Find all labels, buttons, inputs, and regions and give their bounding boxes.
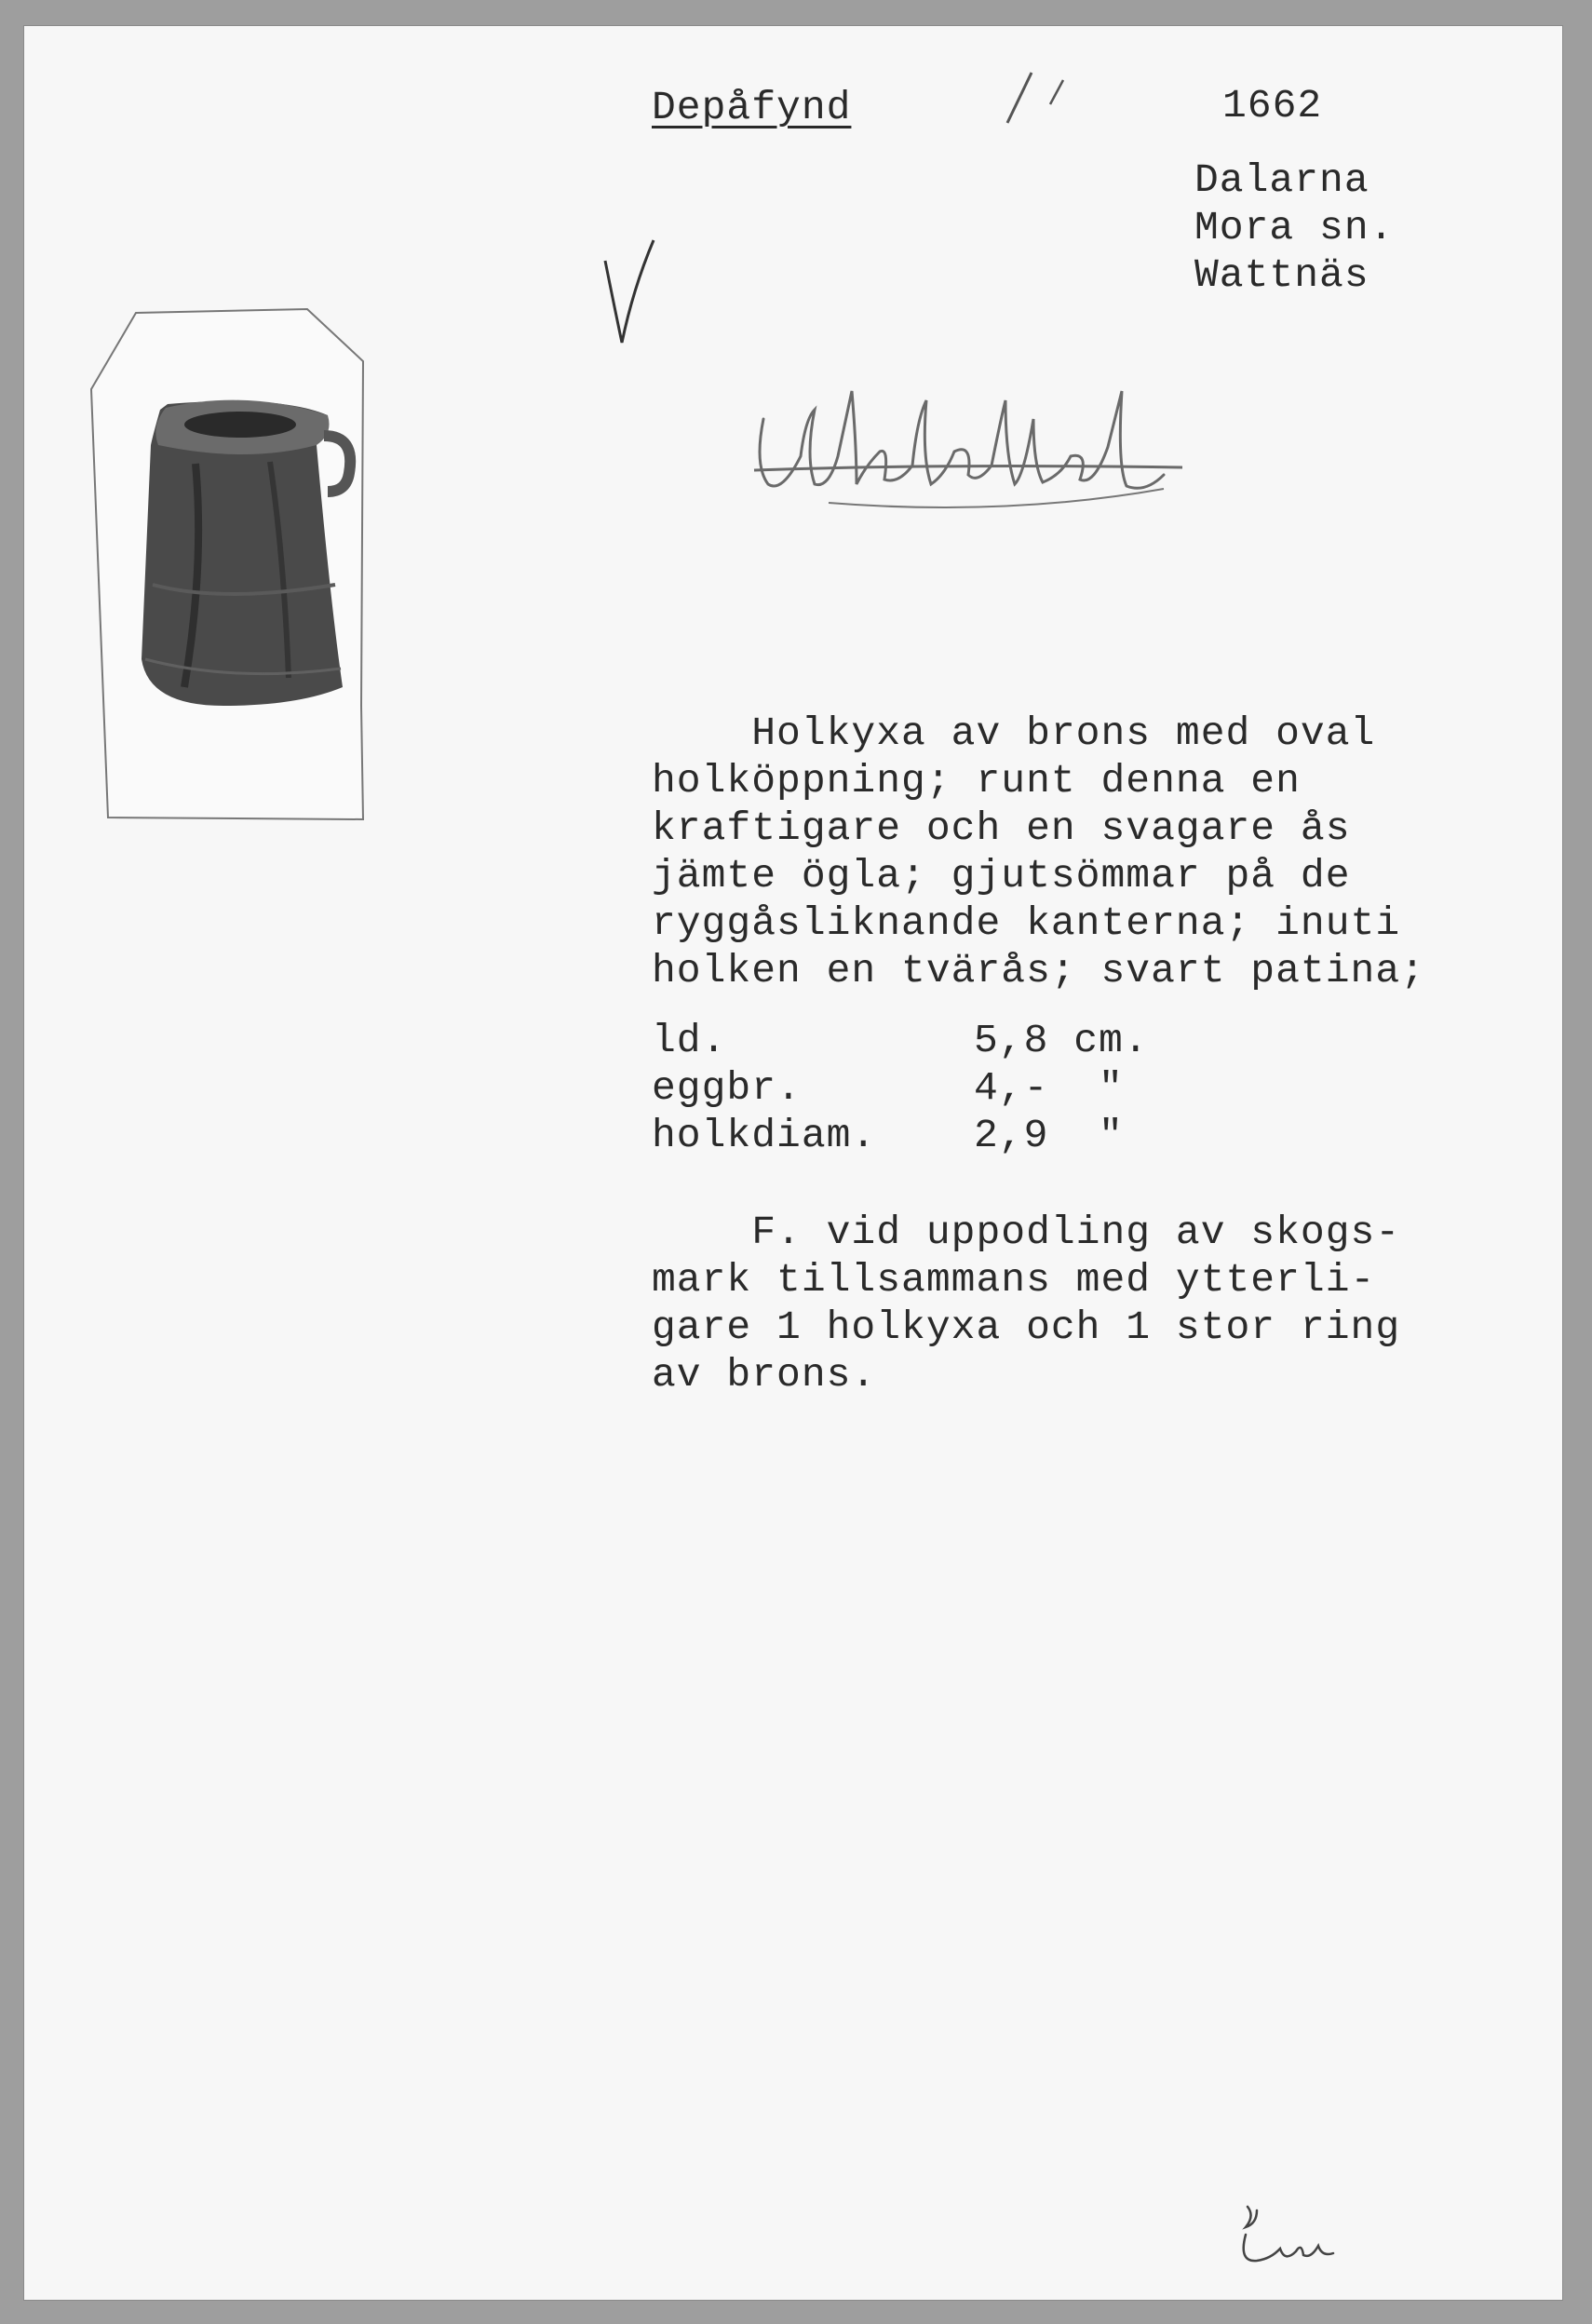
find-line: av brons. — [652, 1352, 877, 1398]
measurement-value: 5,8 cm. — [974, 1018, 1149, 1063]
find-block — [652, 1209, 1400, 1398]
pencil-mark-icon — [996, 67, 1080, 132]
location-block — [1194, 156, 1394, 299]
location-site: Wattnäs — [1194, 252, 1369, 298]
description-line: holken en tvärås; svart patina; — [652, 948, 1425, 993]
measurement-value: 4,- " — [974, 1065, 1124, 1111]
catalog-number: 1662 — [1222, 83, 1323, 128]
description-line: ryggåsliknande kanterna; inuti — [652, 900, 1401, 946]
description-block — [652, 709, 1425, 994]
axe-photo — [84, 305, 382, 827]
find-line: F. vid uppodling av skogs- — [652, 1209, 1401, 1255]
description-line: holköppning; runt denna en — [652, 758, 1301, 804]
description-line: jämte ögla; gjutsömmar på de — [652, 853, 1351, 899]
measurement-value: 2,9 " — [974, 1113, 1124, 1158]
find-line: gare 1 holkyxa och 1 stor ring — [652, 1304, 1401, 1350]
checkmark-icon — [596, 233, 661, 354]
card-heading: Depåfynd — [652, 85, 852, 130]
find-line: mark tillsammans med ytterli- — [652, 1257, 1376, 1303]
measurement-label: holkdiam. — [652, 1113, 877, 1158]
measurement-label: ld. — [652, 1018, 727, 1063]
measurements-table — [652, 1017, 1149, 1159]
description-line: Holkyxa av brons med oval — [652, 710, 1376, 756]
signature — [1229, 2197, 1350, 2272]
measurement-row — [652, 1064, 1149, 1112]
location-county: Dalarna — [1194, 157, 1369, 203]
handwritten-note — [726, 363, 1192, 540]
measurement-label: eggbr. — [652, 1065, 802, 1111]
description-line: kraftigare och en svagare ås — [652, 805, 1351, 851]
measurement-row — [652, 1112, 1149, 1159]
location-parish: Mora sn. — [1194, 205, 1395, 250]
measurement-row — [652, 1017, 1149, 1064]
